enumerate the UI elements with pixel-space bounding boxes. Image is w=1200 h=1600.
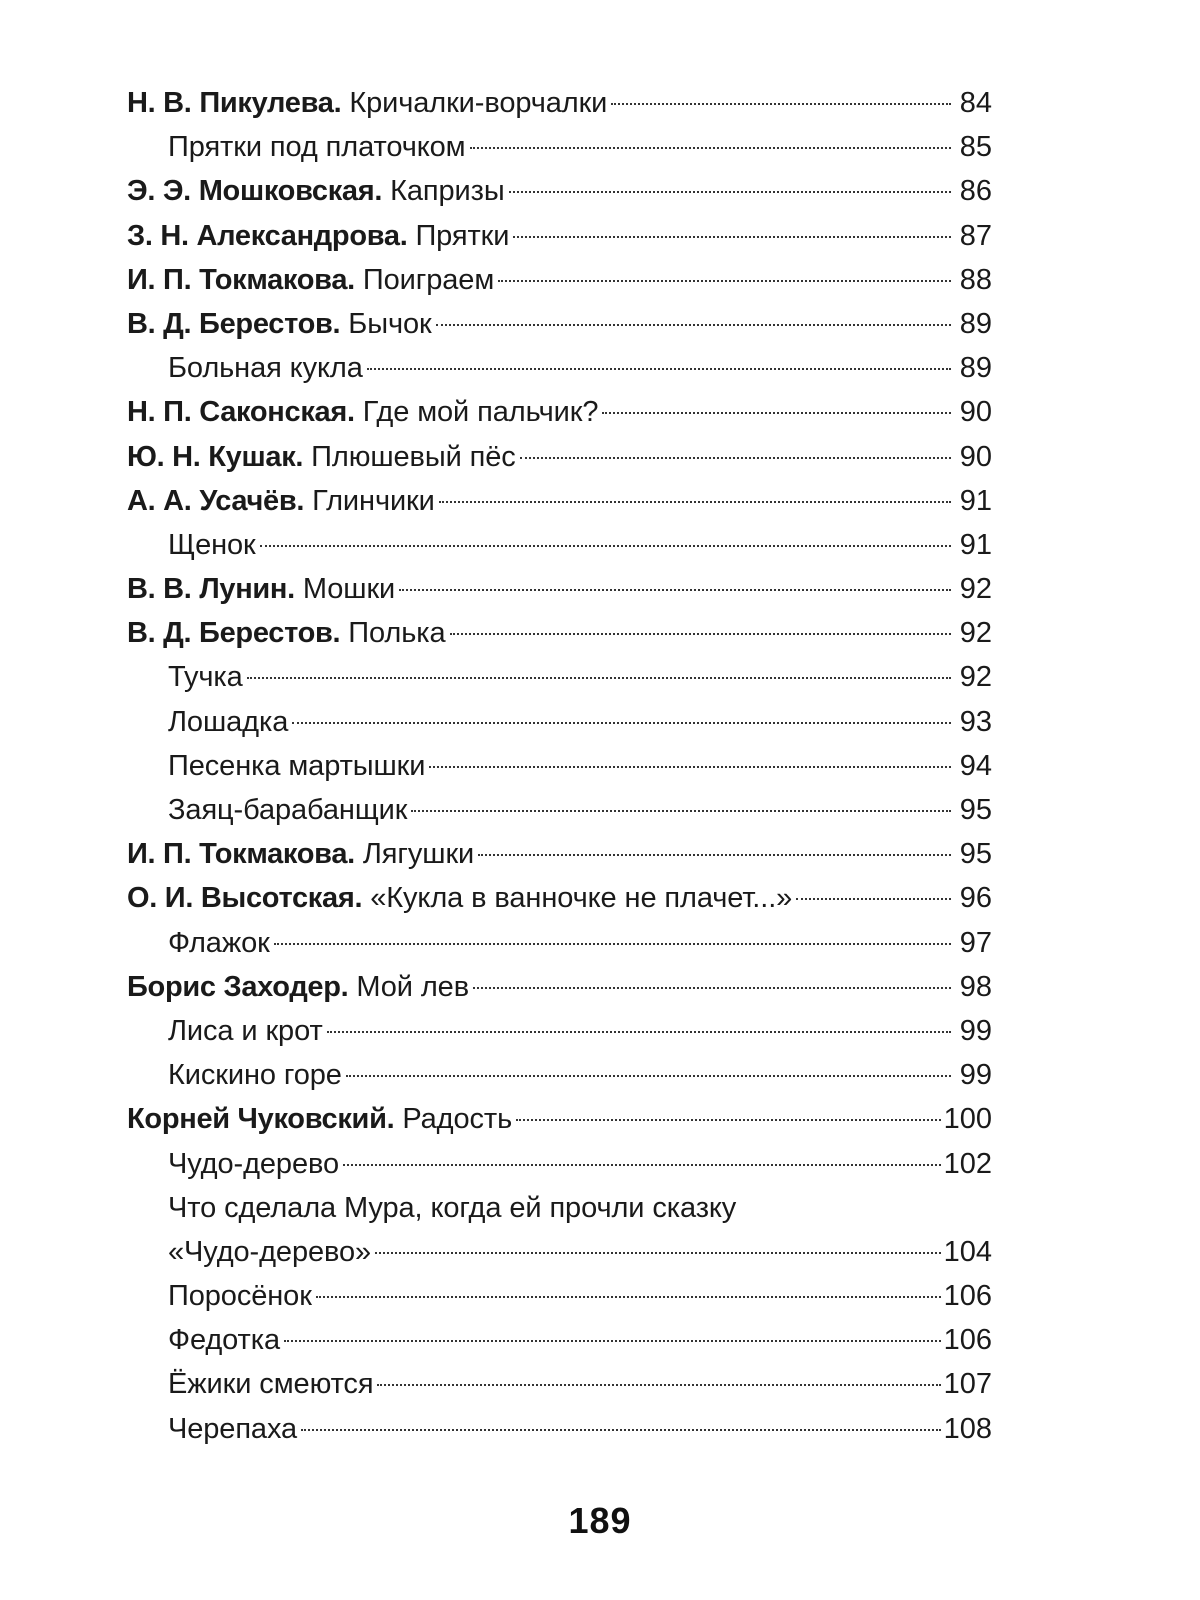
toc-title: Больная кукла: [168, 352, 363, 385]
toc-page-number: 95: [959, 838, 992, 871]
dot-leader: [429, 766, 951, 768]
toc-page-number: 99: [959, 1014, 992, 1047]
toc-entry: [127, 1274, 992, 1318]
dot-leader: [327, 1031, 951, 1033]
toc-entry: [127, 1053, 992, 1097]
toc-page-number: 97: [959, 926, 992, 959]
dot-leader: [478, 854, 951, 856]
toc-entry: [127, 1142, 992, 1186]
toc-page-number: 92: [959, 661, 992, 694]
toc-entry: [127, 1186, 992, 1274]
toc-title: Бычок: [340, 307, 432, 340]
toc-author: Борис Заходер.: [127, 970, 349, 1003]
toc-title: Кричалки-ворчалки: [341, 87, 608, 119]
toc-page-number: 92: [959, 617, 992, 650]
toc-page-number: 100: [943, 1103, 992, 1136]
dot-leader: [274, 943, 951, 945]
toc-entry: [127, 700, 992, 744]
dot-leader: [292, 722, 951, 724]
toc-page-number: 99: [959, 1059, 992, 1092]
dot-leader: [346, 1075, 951, 1077]
toc-entry: [127, 876, 992, 920]
dot-leader: [436, 324, 951, 326]
toc-page-number: 96: [959, 882, 992, 915]
toc-author: Ю. Н. Кушак.: [127, 440, 304, 473]
dot-leader: [260, 545, 951, 547]
toc-title: Заяц-барабанщик: [168, 794, 408, 826]
toc-entry: [127, 1009, 992, 1053]
toc-page-number: 89: [959, 307, 992, 340]
toc-author: И. П. Токмакова.: [127, 838, 355, 871]
toc-title: Радость: [394, 1103, 513, 1136]
toc-entry: [127, 1318, 992, 1362]
toc-page-number: 102: [943, 1147, 992, 1180]
toc-title: Поиграем: [354, 263, 495, 296]
toc-entry: [127, 965, 992, 1009]
dot-leader: [498, 280, 951, 282]
toc-page-number: 87: [959, 219, 992, 252]
toc-title: Поросёнок: [168, 1280, 312, 1313]
toc-title: Ёжики смеются: [168, 1368, 374, 1401]
toc-title: «Чудо-дерево»: [168, 1235, 372, 1268]
toc-author: В. Д. Берестов.: [127, 307, 341, 340]
dot-leader: [316, 1296, 941, 1298]
toc-entry: [127, 390, 992, 434]
toc-title: Лягушки: [354, 838, 475, 871]
toc-title: Капризы: [382, 175, 505, 208]
dot-leader: [375, 1252, 941, 1254]
toc-author: А. А. Усачёв.: [127, 484, 305, 517]
toc-page-number: 106: [943, 1280, 992, 1313]
toc-page-number: 107: [943, 1368, 992, 1401]
toc-entry: [127, 832, 992, 876]
toc-page-number: 106: [943, 1324, 992, 1357]
toc-entry: [127, 1362, 992, 1406]
toc-title: Что сделала Мура, когда ей прочли сказку: [168, 1191, 737, 1224]
toc-entry: [127, 744, 992, 788]
dot-leader: [367, 368, 951, 370]
toc-entry: [127, 1097, 992, 1141]
dot-leader: [470, 147, 951, 149]
toc-title: Мой лев: [348, 970, 470, 1003]
toc-title: Песенка мартышки: [168, 749, 426, 782]
toc-page-number: 94: [959, 749, 992, 782]
dot-leader: [343, 1164, 941, 1166]
toc-page-number: 91: [959, 484, 992, 517]
toc-title: Где мой пальчик?: [354, 396, 599, 429]
toc-title: Прятки под платочком: [168, 131, 466, 164]
toc-title: Тучка: [168, 661, 243, 694]
toc-title: Щенок: [168, 528, 256, 561]
toc-title: Прятки: [407, 219, 510, 252]
toc-page-number: 93: [959, 705, 992, 738]
toc-page-number: 108: [943, 1412, 992, 1445]
toc-entry: [127, 655, 992, 699]
dot-leader: [439, 501, 951, 503]
dot-leader: [509, 191, 951, 193]
toc-page-number: 89: [959, 352, 992, 385]
toc-author: Э. Э. Мошковская.: [127, 175, 383, 208]
toc-title: Глинчики: [304, 484, 435, 517]
toc-author: Н. В. Пикулева.: [127, 87, 342, 119]
toc-title: Полька: [340, 617, 446, 650]
dot-leader: [516, 1119, 941, 1121]
toc-entry: [127, 921, 992, 965]
dot-leader: [796, 898, 951, 900]
dot-leader: [411, 810, 951, 812]
toc-page-number: 84: [959, 87, 992, 119]
toc-page-number: 88: [959, 263, 992, 296]
toc-author: Корней Чуковский.: [127, 1103, 395, 1136]
toc-entry: [127, 81, 992, 125]
dot-leader: [450, 633, 952, 635]
dot-leader: [247, 677, 951, 679]
dot-leader: [377, 1384, 940, 1386]
toc-page-number: 95: [959, 794, 992, 826]
toc-title: Лошадка: [168, 705, 289, 738]
dot-leader: [473, 987, 951, 989]
toc-entry: [127, 169, 992, 213]
dot-leader: [520, 457, 951, 459]
toc-entry: [127, 1407, 992, 1451]
toc-page-number: 92: [959, 573, 992, 606]
toc-entry: [127, 435, 992, 479]
toc-title: Федотка: [168, 1324, 280, 1357]
toc-author: О. И. Высотская.: [127, 882, 363, 915]
toc-page-number: 104: [943, 1235, 992, 1268]
table-of-contents: [127, 81, 992, 1451]
toc-title: Флажок: [168, 926, 270, 959]
toc-entry: [127, 302, 992, 346]
dot-leader: [611, 103, 951, 105]
toc-title: Лиса и крот: [168, 1014, 323, 1047]
toc-page-number: 85: [959, 131, 992, 164]
toc-entry: [127, 567, 992, 611]
toc-author: Н. П. Саконская.: [127, 396, 355, 429]
dot-leader: [602, 412, 951, 414]
toc-entry: [127, 125, 992, 169]
toc-title: Мошки: [294, 573, 396, 606]
toc-page-number: 98: [959, 970, 992, 1003]
dot-leader: [301, 1429, 941, 1431]
toc-page-number: 90: [959, 440, 992, 473]
toc-page-number: 86: [959, 175, 992, 208]
toc-title: Плюшевый пёс: [303, 440, 516, 473]
toc-entry: [127, 611, 992, 655]
toc-title: Черепаха: [168, 1412, 298, 1445]
dot-leader: [513, 236, 951, 238]
toc-title: Чудо-дерево: [168, 1147, 339, 1180]
toc-entry: [127, 346, 992, 390]
toc-author: В. Д. Берестов.: [127, 617, 341, 650]
toc-entry: [127, 258, 992, 302]
toc-page-number: 90: [959, 396, 992, 429]
toc-entry: [127, 788, 992, 832]
toc-title: «Кукла в ванночке не плачет...»: [362, 882, 793, 915]
dot-leader: [284, 1340, 941, 1342]
toc-author: В. В. Лунин.: [127, 573, 295, 606]
toc-author: И. П. Токмакова.: [127, 263, 355, 296]
toc-title: Кискино горе: [168, 1059, 342, 1092]
dot-leader: [399, 589, 951, 591]
toc-author: З. Н. Александрова.: [127, 219, 408, 252]
toc-entry: [127, 479, 992, 523]
toc-entry: [127, 523, 992, 567]
page-number: 189: [568, 1500, 632, 1541]
toc-entry: [127, 214, 992, 258]
toc-page-number: 91: [959, 528, 992, 561]
